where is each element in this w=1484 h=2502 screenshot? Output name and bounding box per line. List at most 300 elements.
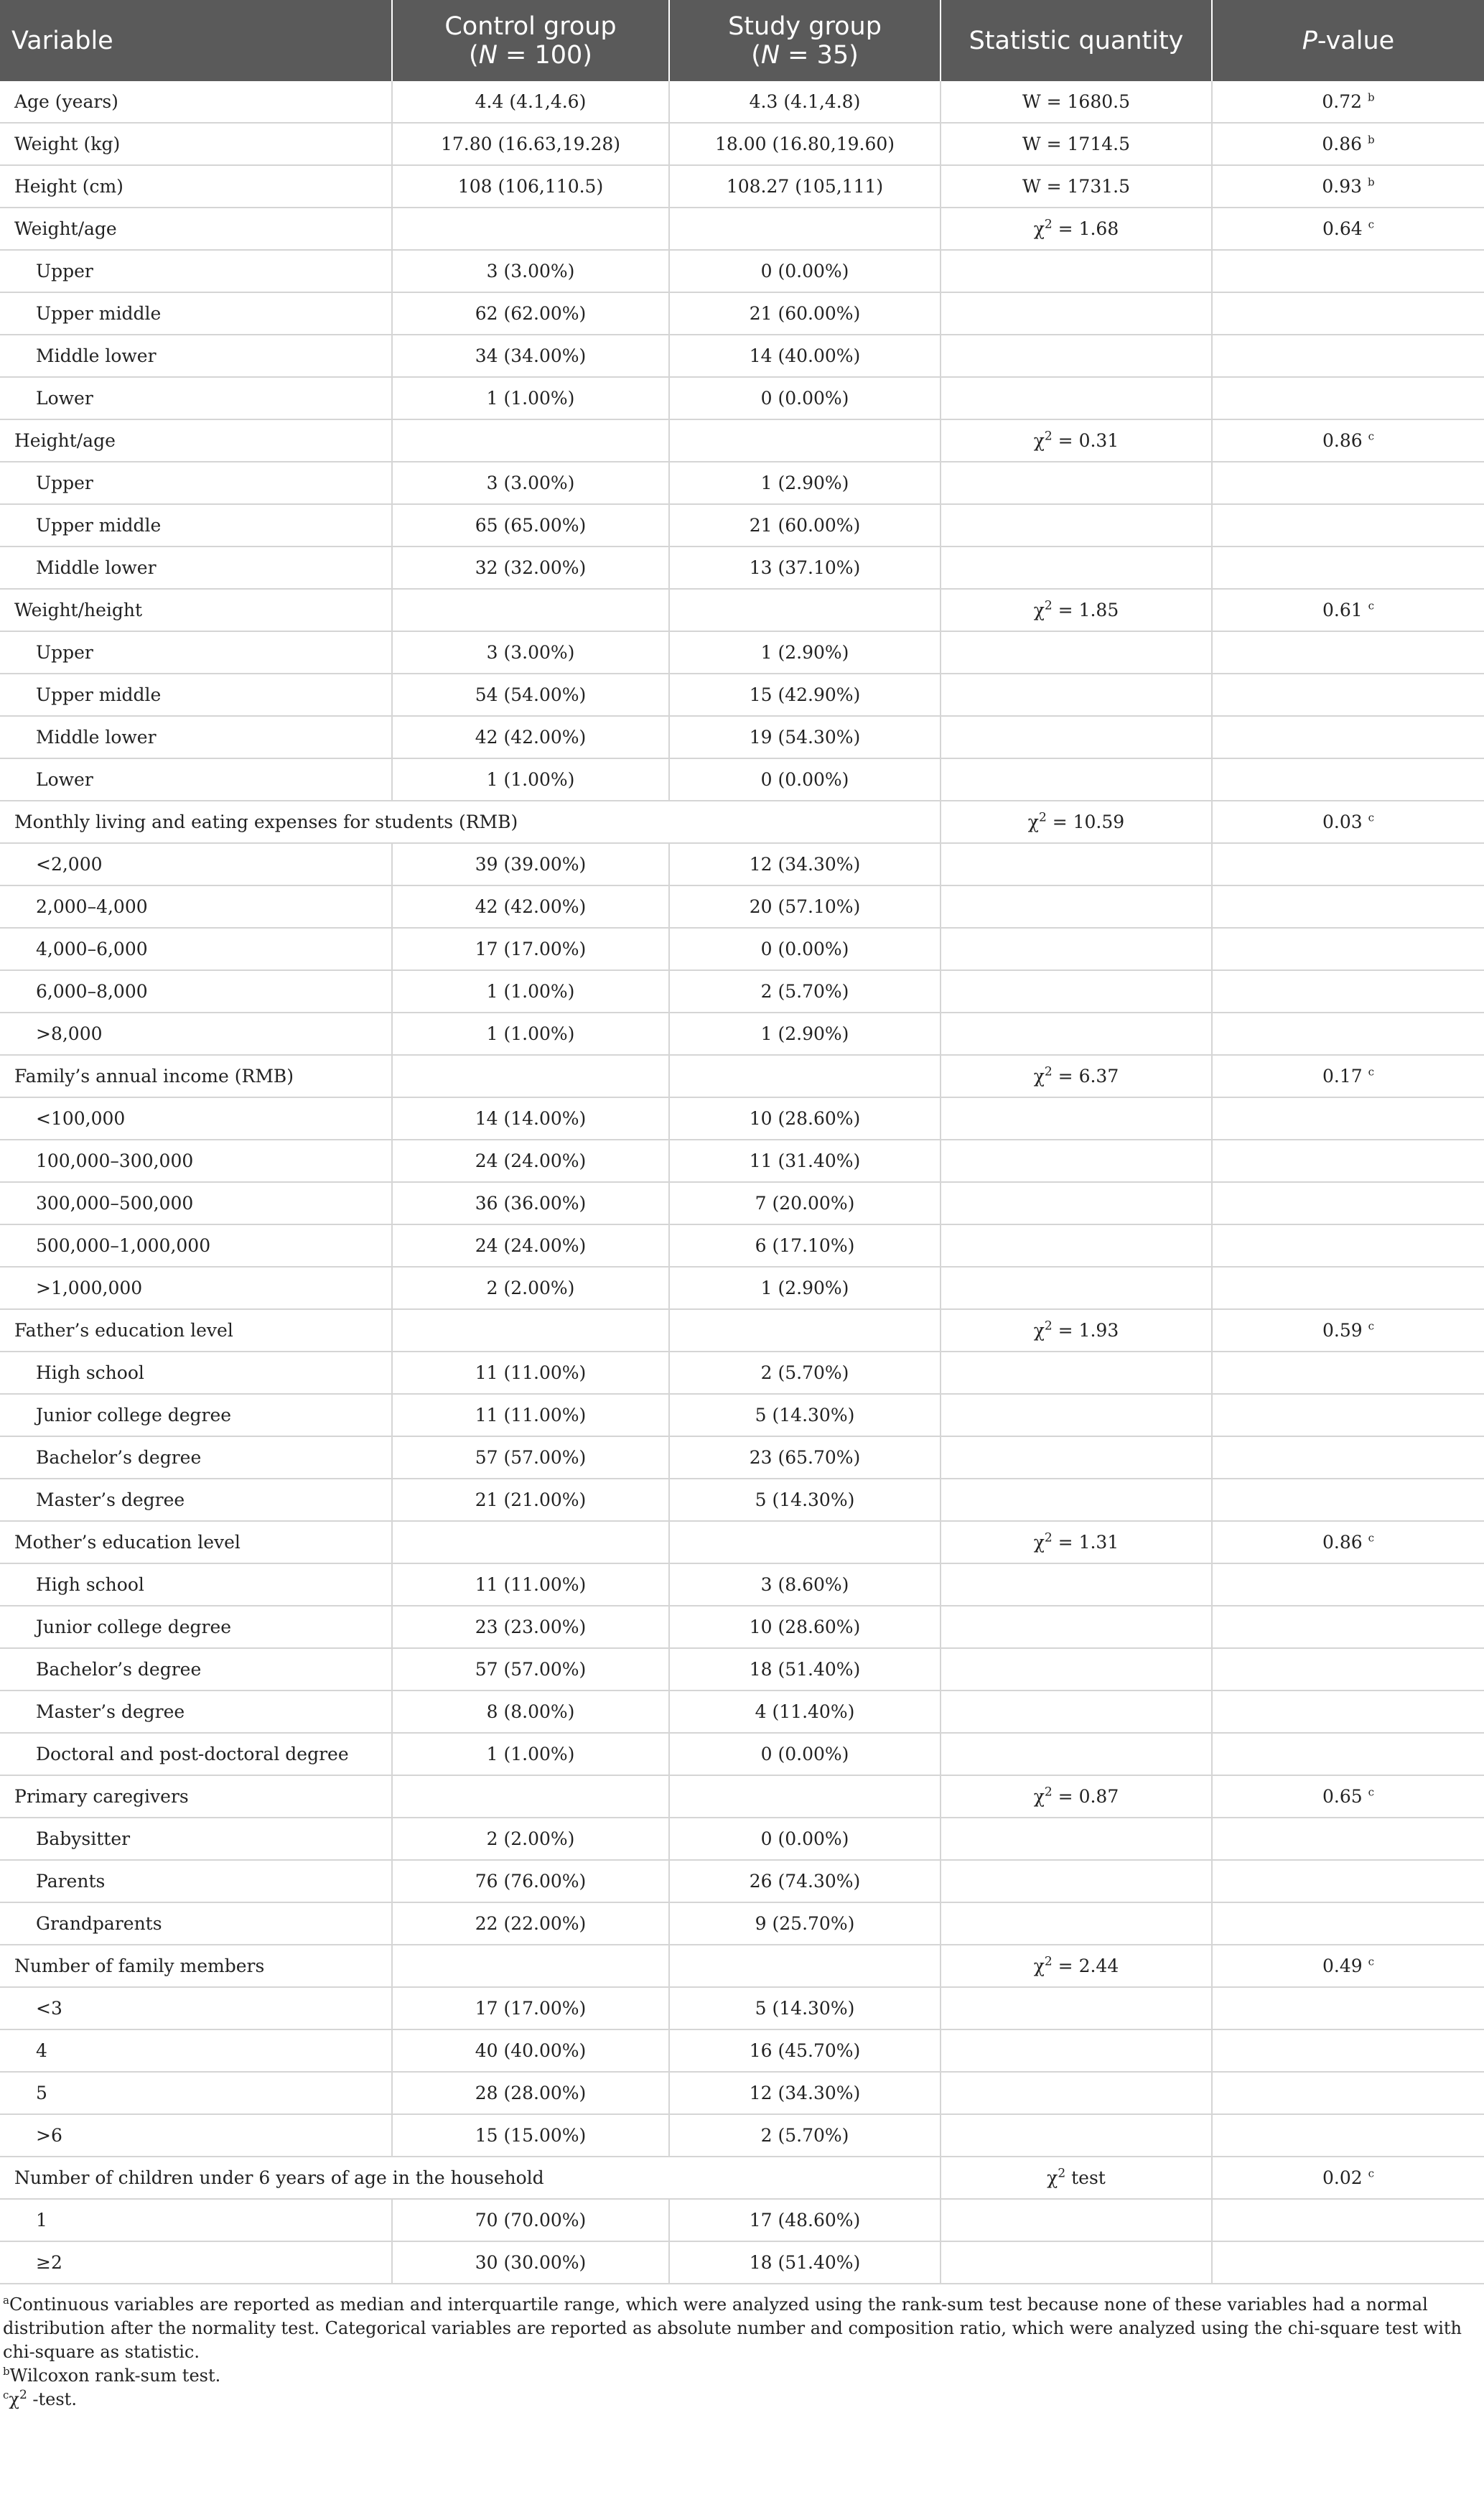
row-label: >8,000 (0, 1013, 392, 1055)
statistic-value (941, 970, 1212, 1013)
control-value: 28 (28.00%) (392, 2072, 669, 2114)
control-value: 42 (42.00%) (392, 716, 669, 758)
control-value: 11 (11.00%) (392, 1352, 669, 1394)
row-label: 6,000–8,000 (0, 970, 392, 1013)
table-row (0, 970, 1484, 1013)
footnote-b-text: Wilcoxon rank-sum test. (9, 2366, 221, 2386)
p-value-cell (1212, 1097, 1484, 1140)
control-value: 42 (42.00%) (392, 885, 669, 928)
statistic-value: $\chi^2 = 1.68$ (941, 208, 1212, 250)
p-value-cell (1212, 165, 1484, 208)
study-value (669, 1309, 941, 1352)
statistic-value (941, 885, 1212, 928)
table-row (0, 462, 1484, 504)
p-value-cell (1212, 1563, 1484, 1606)
row-label: Bachelor’s degree (0, 1436, 392, 1479)
control-value: 40 (40.00%) (392, 2029, 669, 2072)
p-value-cell (1212, 1394, 1484, 1436)
table-row (0, 1224, 1484, 1267)
table-row (0, 1606, 1484, 1648)
study-value: 9 (25.70%) (669, 1902, 941, 1945)
p-value-footnote-mark: b (1368, 90, 1375, 104)
control-value: 36 (36.00%) (392, 1182, 669, 1224)
control-value: 24 (24.00%) (392, 1140, 669, 1182)
row-label: <2,000 (0, 843, 392, 885)
p-value-cell (1212, 1479, 1484, 1521)
p-value-cell (1212, 970, 1484, 1013)
row-label: Weight (kg) (0, 123, 392, 165)
table-row (0, 2157, 1484, 2199)
statistic-value (941, 504, 1212, 547)
row-label: Middle lower (0, 335, 392, 377)
row-label: Weight/age (0, 208, 392, 250)
p-value: 0.86 (1322, 430, 1363, 451)
study-value: 1 (2.90%) (669, 1267, 941, 1309)
study-value (669, 1945, 941, 1987)
row-label: Upper (0, 631, 392, 674)
study-value: 19 (54.30%) (669, 716, 941, 758)
study-value (669, 589, 941, 631)
p-value-cell (1212, 81, 1484, 123)
p-value-cell (1212, 1521, 1484, 1563)
control-value: 23 (23.00%) (392, 1606, 669, 1648)
statistic-value (941, 674, 1212, 716)
table-row (0, 1521, 1484, 1563)
p-value: 0.86 (1322, 134, 1363, 154)
study-value: 16 (45.70%) (669, 2029, 941, 2072)
control-value: 1 (1.00%) (392, 1013, 669, 1055)
table-row (0, 1860, 1484, 1902)
study-value: 17 (48.60%) (669, 2199, 941, 2241)
control-value: 8 (8.00%) (392, 1691, 669, 1733)
statistic-value (941, 1140, 1212, 1182)
footnote-c-text: $\chi^2$ -test. (9, 2388, 77, 2409)
p-value: 0.61 (1322, 600, 1363, 620)
p-value: 0.17 (1322, 1066, 1363, 1087)
statistic-value (941, 1818, 1212, 1860)
row-label: Weight/height (0, 589, 392, 631)
p-value: 0.64 (1322, 218, 1363, 239)
p-value-footnote-mark: c (1368, 218, 1375, 231)
footnotes (0, 2284, 1484, 2412)
statistic-value (941, 2241, 1212, 2284)
control-value: 1 (1.00%) (392, 970, 669, 1013)
table-row (0, 1140, 1484, 1182)
row-label: Master’s degree (0, 1479, 392, 1521)
p-value-cell (1212, 123, 1484, 165)
table-row (0, 208, 1484, 250)
statistic-value (941, 1182, 1212, 1224)
table-row (0, 2072, 1484, 2114)
control-value: 17 (17.00%) (392, 1987, 669, 2029)
p-value-cell (1212, 1733, 1484, 1775)
p-value-footnote-mark: b (1368, 133, 1375, 147)
study-value: 2 (5.70%) (669, 1352, 941, 1394)
row-label: Doctoral and post-doctoral degree (0, 1733, 392, 1775)
p-value-cell (1212, 208, 1484, 250)
p-value-footnote-mark: c (1368, 811, 1375, 824)
row-label: Height/age (0, 419, 392, 462)
p-value: 0.03 (1322, 811, 1363, 832)
row-label: Number of children under 6 years of age in the household (0, 2157, 941, 2199)
row-label: Junior college degree (0, 1394, 392, 1436)
header-row (0, 0, 1484, 81)
p-value-cell (1212, 419, 1484, 462)
table-row (0, 1775, 1484, 1818)
table-row (0, 885, 1484, 928)
header-study-n: (N = 35) (751, 40, 859, 70)
row-label: High school (0, 1352, 392, 1394)
study-value: 4.3 (4.1,4.8) (669, 81, 941, 123)
study-value: 1 (2.90%) (669, 1013, 941, 1055)
control-value: 11 (11.00%) (392, 1394, 669, 1436)
control-value: 17 (17.00%) (392, 928, 669, 970)
table-row (0, 1479, 1484, 1521)
footnote-b-mark: b (3, 2365, 10, 2378)
row-label: >6 (0, 2114, 392, 2157)
statistic-value (941, 1733, 1212, 1775)
study-value (669, 1055, 941, 1097)
table-row (0, 631, 1484, 674)
control-value (392, 208, 669, 250)
p-value-cell (1212, 2114, 1484, 2157)
control-value: 57 (57.00%) (392, 1648, 669, 1691)
study-value: 2 (5.70%) (669, 2114, 941, 2157)
table-row (0, 1436, 1484, 1479)
p-value: 0.93 (1322, 176, 1363, 197)
statistic-value (941, 377, 1212, 419)
study-value: 15 (42.90%) (669, 674, 941, 716)
p-value: 0.72 (1322, 91, 1363, 112)
row-label: 2,000–4,000 (0, 885, 392, 928)
control-value: 1 (1.00%) (392, 1733, 669, 1775)
row-label: <100,000 (0, 1097, 392, 1140)
control-value: 65 (65.00%) (392, 504, 669, 547)
control-value: 17.80 (16.63,19.28) (392, 123, 669, 165)
statistic-value: $\chi^2 = 2.44$ (941, 1945, 1212, 1987)
table-row (0, 1648, 1484, 1691)
statistic-value (941, 843, 1212, 885)
p-value-cell (1212, 2199, 1484, 2241)
row-label: Mother’s education level (0, 1521, 392, 1563)
statistic-value (941, 631, 1212, 674)
row-label: Lower (0, 377, 392, 419)
study-value: 12 (34.30%) (669, 843, 941, 885)
statistic-value (941, 2072, 1212, 2114)
control-value: 4.4 (4.1,4.6) (392, 81, 669, 123)
p-value-cell (1212, 1055, 1484, 1097)
row-label: Number of family members (0, 1945, 392, 1987)
study-value: 5 (14.30%) (669, 1479, 941, 1521)
table-row (0, 1945, 1484, 1987)
p-value-cell (1212, 2157, 1484, 2199)
row-label: High school (0, 1563, 392, 1606)
statistic-value: W = 1731.5 (941, 165, 1212, 208)
study-value: 14 (40.00%) (669, 335, 941, 377)
p-value-cell (1212, 1987, 1484, 2029)
study-value (669, 419, 941, 462)
p-value-cell (1212, 292, 1484, 335)
study-value: 0 (0.00%) (669, 250, 941, 292)
p-value-cell (1212, 2072, 1484, 2114)
row-label: <3 (0, 1987, 392, 2029)
control-value: 3 (3.00%) (392, 631, 669, 674)
row-label: Upper (0, 250, 392, 292)
study-value: 1 (2.90%) (669, 631, 941, 674)
table-row (0, 335, 1484, 377)
table-row (0, 1097, 1484, 1140)
row-label: ≥2 (0, 2241, 392, 2284)
p-value-cell (1212, 674, 1484, 716)
p-value-footnote-mark: c (1368, 1531, 1375, 1545)
statistic-value (941, 1352, 1212, 1394)
table-row (0, 504, 1484, 547)
study-value: 10 (28.60%) (669, 1606, 941, 1648)
table-row (0, 674, 1484, 716)
table-row (0, 1013, 1484, 1055)
footnote-a-mark: a (3, 2294, 9, 2307)
table-row (0, 1691, 1484, 1733)
row-label: 5 (0, 2072, 392, 2114)
control-value: 34 (34.00%) (392, 335, 669, 377)
footnote-b (3, 2364, 1481, 2388)
control-value: 3 (3.00%) (392, 250, 669, 292)
study-value: 12 (34.30%) (669, 2072, 941, 2114)
table-row (0, 801, 1484, 843)
p-value: 0.59 (1322, 1320, 1363, 1341)
p-value-cell (1212, 377, 1484, 419)
row-label: Babysitter (0, 1818, 392, 1860)
statistic-value: $\chi^2 = 1.93$ (941, 1309, 1212, 1352)
p-value-cell (1212, 716, 1484, 758)
control-value (392, 1055, 669, 1097)
header-control-label: Control group (444, 11, 617, 41)
row-label: Lower (0, 758, 392, 801)
control-value (392, 419, 669, 462)
p-value-cell (1212, 1775, 1484, 1818)
study-value: 18 (51.40%) (669, 1648, 941, 1691)
control-value: 1 (1.00%) (392, 758, 669, 801)
row-label: 100,000–300,000 (0, 1140, 392, 1182)
p-value-cell (1212, 1860, 1484, 1902)
control-value: 54 (54.00%) (392, 674, 669, 716)
footnote-a (3, 2293, 1481, 2364)
control-value (392, 1309, 669, 1352)
control-value: 2 (2.00%) (392, 1267, 669, 1309)
p-value-cell (1212, 335, 1484, 377)
statistic-value (941, 462, 1212, 504)
control-value: 39 (39.00%) (392, 843, 669, 885)
study-value: 20 (57.10%) (669, 885, 941, 928)
control-value: 32 (32.00%) (392, 547, 669, 589)
p-value-cell (1212, 2029, 1484, 2072)
statistic-value: W = 1714.5 (941, 123, 1212, 165)
control-value (392, 1521, 669, 1563)
table-row (0, 716, 1484, 758)
p-value-cell (1212, 1140, 1484, 1182)
statistic-value (941, 1563, 1212, 1606)
row-label: >1,000,000 (0, 1267, 392, 1309)
statistic-value: W = 1680.5 (941, 81, 1212, 123)
statistic-value (941, 335, 1212, 377)
statistic-value (941, 1013, 1212, 1055)
table-row (0, 928, 1484, 970)
p-value-cell (1212, 1309, 1484, 1352)
row-label: 4,000–6,000 (0, 928, 392, 970)
control-value: 11 (11.00%) (392, 1563, 669, 1606)
row-label: Father’s education level (0, 1309, 392, 1352)
study-value: 23 (65.70%) (669, 1436, 941, 1479)
control-value: 57 (57.00%) (392, 1436, 669, 1479)
control-value: 1 (1.00%) (392, 377, 669, 419)
study-value: 11 (31.40%) (669, 1140, 941, 1182)
table-row (0, 843, 1484, 885)
study-value (669, 1521, 941, 1563)
row-label: 1 (0, 2199, 392, 2241)
study-value: 0 (0.00%) (669, 1733, 941, 1775)
table-row (0, 1055, 1484, 1097)
statistic-value (941, 1902, 1212, 1945)
control-value: 108 (106,110.5) (392, 165, 669, 208)
table-row (0, 1182, 1484, 1224)
table-row (0, 165, 1484, 208)
study-value: 5 (14.30%) (669, 1394, 941, 1436)
p-value-footnote-mark: b (1368, 175, 1375, 189)
study-value: 21 (60.00%) (669, 292, 941, 335)
study-value: 4 (11.40%) (669, 1691, 941, 1733)
study-value: 3 (8.60%) (669, 1563, 941, 1606)
p-value-cell (1212, 1224, 1484, 1267)
statistic-value (941, 2199, 1212, 2241)
header-control-n: (N = 100) (469, 40, 592, 70)
study-value (669, 1775, 941, 1818)
p-value-cell (1212, 928, 1484, 970)
control-value: 15 (15.00%) (392, 2114, 669, 2157)
control-value (392, 589, 669, 631)
study-value: 0 (0.00%) (669, 928, 941, 970)
statistic-value (941, 1394, 1212, 1436)
footnote-a-text: Continuous variables are reported as median and interquartile range, which were analyzed using the rank-sum test because none of these variables had a normal distribution after the normality test. Categorical variables are reported as absolute number and composition ratio, which were analyzed using the chi-square test with chi-square as statistic. (3, 2294, 1462, 2362)
row-label: Family’s annual income (RMB) (0, 1055, 392, 1097)
control-value: 62 (62.00%) (392, 292, 669, 335)
statistic-value (941, 1436, 1212, 1479)
table-row (0, 1394, 1484, 1436)
statistic-value (941, 1606, 1212, 1648)
table-row (0, 1987, 1484, 2029)
statistic-value (941, 1267, 1212, 1309)
statistic-value (941, 292, 1212, 335)
statistic-value (941, 1648, 1212, 1691)
statistic-value (941, 250, 1212, 292)
table-body (0, 81, 1484, 2284)
control-value: 2 (2.00%) (392, 1818, 669, 1860)
header-statistic: Statistic quantity (941, 0, 1212, 81)
p-value-cell (1212, 1182, 1484, 1224)
table-row (0, 123, 1484, 165)
study-value (669, 208, 941, 250)
statistic-value: $\chi^2 = 6.37$ (941, 1055, 1212, 1097)
control-value: 70 (70.00%) (392, 2199, 669, 2241)
footnote-c (3, 2388, 1481, 2412)
p-value-cell (1212, 843, 1484, 885)
p-value: 0.49 (1322, 1955, 1363, 1976)
control-value: 30 (30.00%) (392, 2241, 669, 2284)
table-row (0, 2114, 1484, 2157)
table-row (0, 1902, 1484, 1945)
study-value: 108.27 (105,111) (669, 165, 941, 208)
table-row (0, 2241, 1484, 2284)
p-value-footnote-mark: c (1368, 1955, 1375, 1968)
row-label: Master’s degree (0, 1691, 392, 1733)
study-value: 13 (37.10%) (669, 547, 941, 589)
table-row (0, 250, 1484, 292)
row-label: Upper middle (0, 674, 392, 716)
control-value: 24 (24.00%) (392, 1224, 669, 1267)
header-variable: Variable (0, 0, 392, 81)
study-value: 0 (0.00%) (669, 1818, 941, 1860)
table-row (0, 1267, 1484, 1309)
table-row (0, 589, 1484, 631)
statistic-value (941, 1097, 1212, 1140)
p-value-cell (1212, 1436, 1484, 1479)
table-row (0, 419, 1484, 462)
row-label: 300,000–500,000 (0, 1182, 392, 1224)
statistic-value (941, 1224, 1212, 1267)
table-row (0, 1818, 1484, 1860)
row-label: 4 (0, 2029, 392, 2072)
statistic-value: $\chi^2$ test (941, 2157, 1212, 2199)
control-value: 3 (3.00%) (392, 462, 669, 504)
control-value (392, 1945, 669, 1987)
statistic-value (941, 758, 1212, 801)
p-value-footnote-mark: c (1368, 2167, 1375, 2180)
statistic-value (941, 2029, 1212, 2072)
table-row (0, 1563, 1484, 1606)
statistic-value: $\chi^2 = 10.59$ (941, 801, 1212, 843)
p-value-footnote-mark: c (1368, 1319, 1375, 1333)
control-value (392, 1775, 669, 1818)
p-value-cell (1212, 801, 1484, 843)
row-label: Age (years) (0, 81, 392, 123)
p-value-cell (1212, 1648, 1484, 1691)
p-value-cell (1212, 589, 1484, 631)
study-value: 10 (28.60%) (669, 1097, 941, 1140)
statistic-value (941, 928, 1212, 970)
header-study-group (669, 0, 941, 81)
study-value: 0 (0.00%) (669, 377, 941, 419)
statistic-value (941, 1691, 1212, 1733)
p-value-cell (1212, 1691, 1484, 1733)
p-value-cell (1212, 462, 1484, 504)
p-value-cell (1212, 250, 1484, 292)
header-study-label: Study group (728, 11, 882, 41)
row-label: Height (cm) (0, 165, 392, 208)
p-value: 0.65 (1322, 1786, 1363, 1807)
p-value-cell (1212, 631, 1484, 674)
table-header (0, 0, 1484, 81)
table-row (0, 81, 1484, 123)
study-value: 18 (51.40%) (669, 2241, 941, 2284)
p-value-cell (1212, 2241, 1484, 2284)
row-label: Parents (0, 1860, 392, 1902)
statistic-value: $\chi^2 = 1.85$ (941, 589, 1212, 631)
control-value: 14 (14.00%) (392, 1097, 669, 1140)
row-label: Junior college degree (0, 1606, 392, 1648)
study-value: 21 (60.00%) (669, 504, 941, 547)
study-value: 5 (14.30%) (669, 1987, 941, 2029)
study-value: 2 (5.70%) (669, 970, 941, 1013)
row-label: Upper middle (0, 504, 392, 547)
